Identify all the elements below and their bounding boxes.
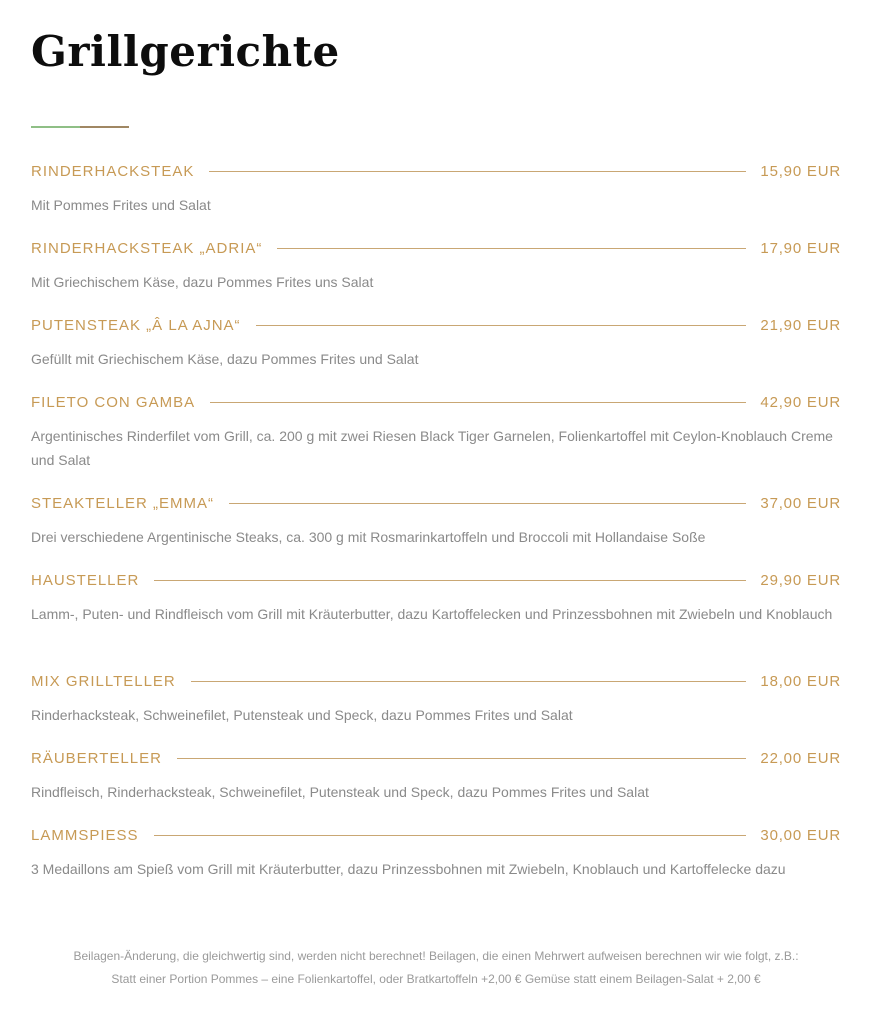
divider-green-segment: [31, 126, 80, 128]
item-description: Mit Griechischem Käse, dazu Pommes Frites uns Salat: [31, 274, 374, 290]
menu-item: [31, 160, 841, 237]
item-price: 22,00 EUR: [760, 749, 841, 767]
item-description: Argentinisches Rinderfilet vom Grill, ca. 200 g mit zwei Riesen Black Tiger Garnelen, Folienkartoffel mit Ceylon-Knoblauch Creme und Salat: [31, 428, 833, 468]
item-price: 15,90 EUR: [760, 162, 841, 180]
menu-item: [31, 747, 841, 824]
item-name: STEAKTELLER „EMMA“: [31, 494, 215, 512]
menu-item: [31, 237, 841, 314]
item-price: 37,00 EUR: [760, 494, 841, 512]
item-price: 17,90 EUR: [760, 239, 841, 257]
item-description: Rinderhacksteak, Schweinefilet, Putensteak und Speck, dazu Pommes Frites und Salat: [31, 707, 573, 723]
divider-brown-segment: [80, 126, 129, 128]
leader-line: [177, 758, 746, 759]
item-description: Rindfleisch, Rinderhacksteak, Schweinefilet, Putensteak und Speck, dazu Pommes Frites und Salat: [31, 784, 649, 800]
item-price: 42,90 EUR: [760, 393, 841, 411]
item-description: Drei verschiedene Argentinische Steaks, ca. 300 g mit Rosmarinkartoffeln und Broccoli mit Hollandaise Soße: [31, 529, 706, 545]
leader-line: [154, 835, 747, 836]
menu-item: [31, 391, 841, 492]
item-name: LAMMSPIESS: [31, 826, 139, 844]
leader-line: [154, 580, 746, 581]
item-name: RINDERHACKSTEAK „ADRIA“: [31, 239, 263, 257]
item-name: RÄUBERTELLER: [31, 749, 162, 767]
item-description: Lamm-, Puten- und Rindfleisch vom Grill mit Kräuterbutter, dazu Kartoffelecken und Prinzessbohnen mit Zwiebeln und Knoblauch: [31, 606, 833, 622]
title-divider: [31, 126, 129, 128]
item-name: FILETO CON GAMBA: [31, 393, 196, 411]
menu-item: [31, 492, 841, 569]
item-name: MIX GRILLTELLER: [31, 672, 176, 690]
item-description: Gefüllt mit Griechischem Käse, dazu Pommes Frites und Salat: [31, 351, 419, 367]
leader-line: [191, 681, 747, 682]
item-name: HAUSTELLER: [31, 571, 140, 589]
item-price: 30,00 EUR: [760, 826, 841, 844]
item-name: PUTENSTEAK „Â LA AJNA“: [31, 316, 241, 334]
item-name: RINDERHACKSTEAK: [31, 162, 195, 180]
leader-line: [209, 171, 746, 172]
item-price: 18,00 EUR: [760, 672, 841, 690]
leader-line: [256, 325, 747, 326]
item-price: 21,90 EUR: [760, 316, 841, 334]
item-price: 29,90 EUR: [760, 571, 841, 589]
item-description: Mit Pommes Frites und Salat: [31, 197, 211, 213]
leader-line: [229, 503, 746, 504]
menu-item: [31, 314, 841, 391]
item-description: 3 Medaillons am Spieß vom Grill mit Kräuterbutter, dazu Prinzessbohnen mit Zwiebeln, Knoblauch und Kartoffelecke dazu: [31, 861, 786, 877]
note-line-2: Statt einer Portion Pommes – eine Folienkartoffel, oder Bratkartoffeln +2,00 € Gemüse statt einem Beilagen-Salat + 2,00 €: [111, 972, 761, 986]
menu-item: [31, 569, 841, 670]
side-dish-note: [31, 945, 841, 991]
note-line-1: Beilagen-Änderung, die gleichwertig sind, werden nicht berechnet! Beilagen, die einen Mehrwert aufweisen berechnen wir wie folgt, z.B.:: [73, 949, 799, 963]
leader-line: [277, 248, 746, 249]
page-title: Grillgerichte: [31, 27, 340, 76]
menu-list: [31, 160, 841, 925]
leader-line: [210, 402, 746, 403]
menu-item: [31, 824, 841, 925]
menu-item: [31, 670, 841, 747]
